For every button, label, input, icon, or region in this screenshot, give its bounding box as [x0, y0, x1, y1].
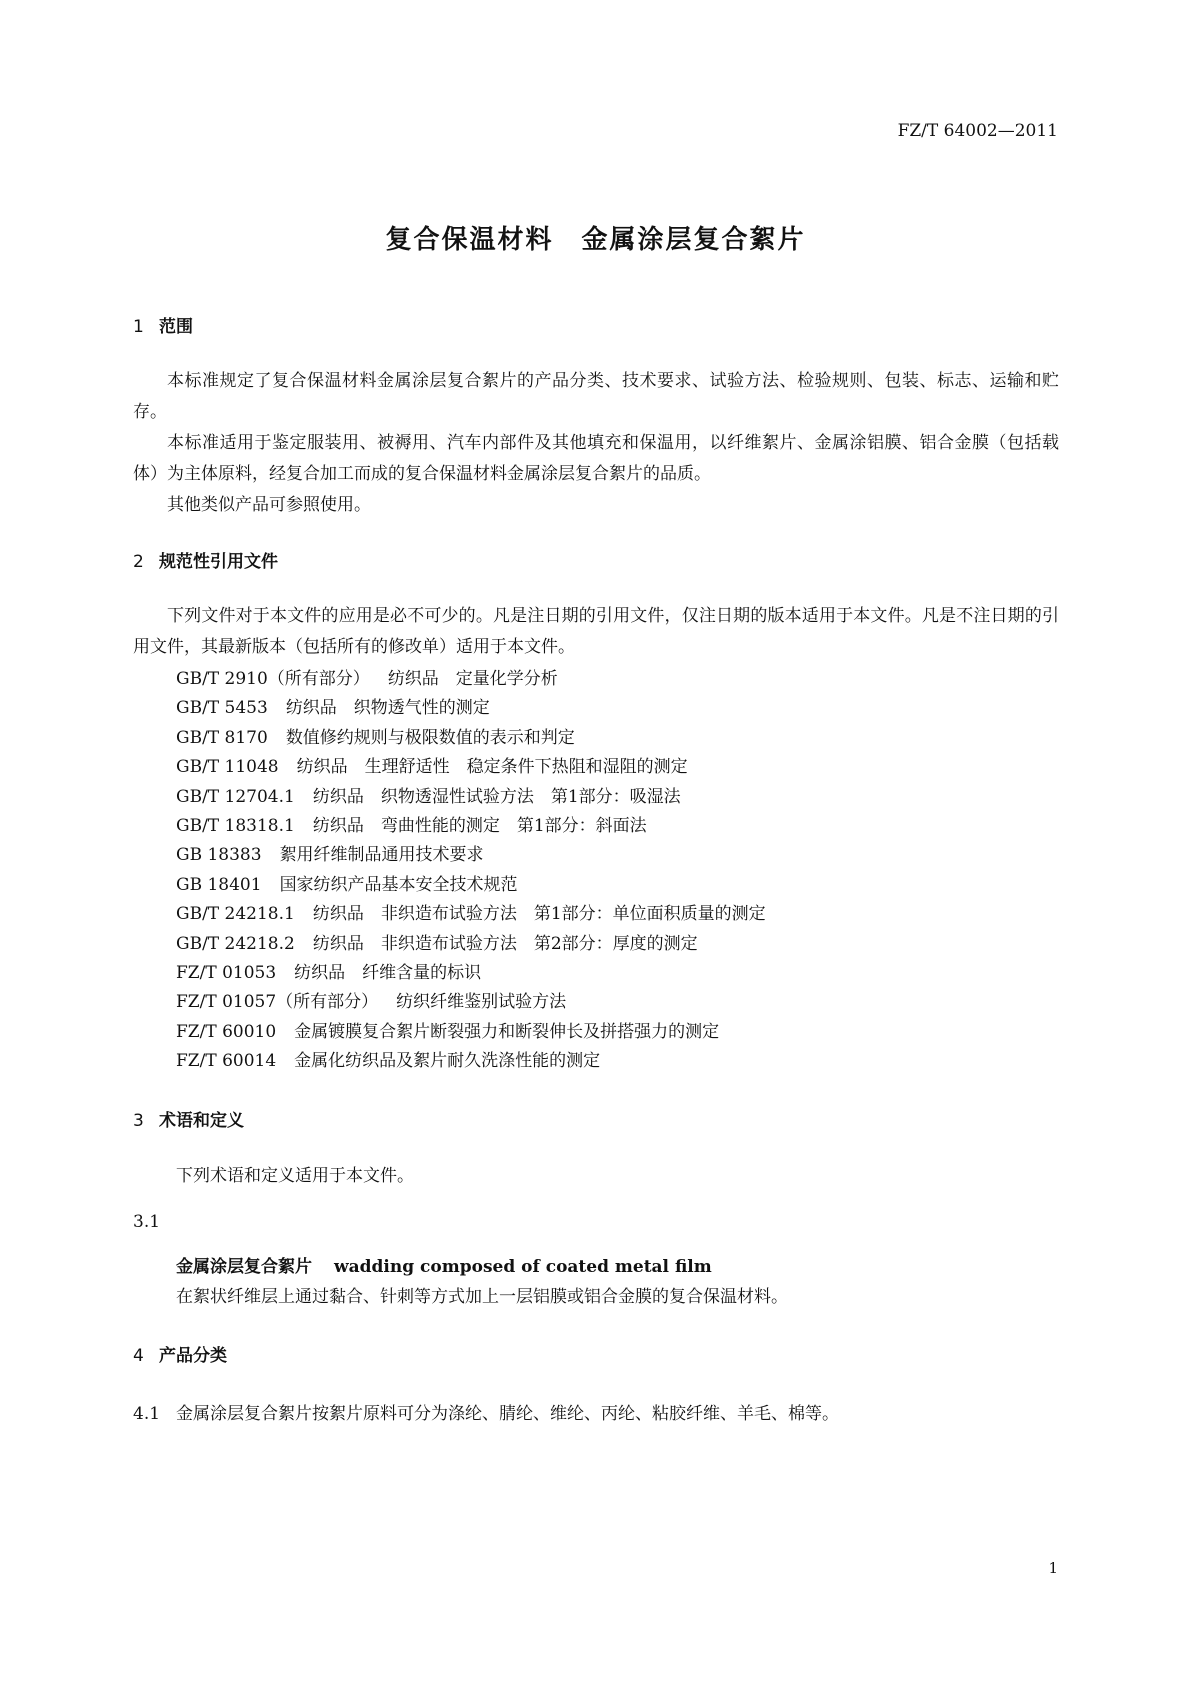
paragraph: 本标准适用于鉴定服装用、被褥用、汽车内部件及其他填充和保温用，以纤维絮片、金属涂铝膜、铝合金膜（包括载体）为主体原料，经复合加工而成的复合保温材料金属涂层复合絮片的品质。 [133, 433, 1059, 484]
reference-code: GB/T 24218.2 [176, 933, 295, 954]
reference-code: GB/T 2910（所有部分） [176, 669, 370, 689]
reference-item [176, 840, 484, 865]
reference-code: FZ/T 01053 [176, 963, 277, 983]
reference-code: GB 18383 [176, 845, 262, 866]
term-zh: 金属涂层复合絮片 [176, 1257, 312, 1277]
reference-code: GB/T 11048 [176, 757, 279, 778]
reference-title: 纺织纤维鉴别试验方法 [396, 992, 567, 1013]
reference-item [176, 1046, 600, 1071]
reference-title: 纺织品 织物透湿性试验方法 第1部分：吸湿法 [312, 786, 681, 807]
reference-item [176, 899, 766, 924]
reference-title: 国家纺织产品基本安全技术规范 [279, 874, 518, 895]
reference-item [176, 870, 518, 895]
page-number: 1 [1048, 1559, 1058, 1577]
paragraph: 其他类似产品可参照使用。 [167, 495, 371, 515]
reference-code: FZ/T 60014 [176, 1051, 277, 1072]
section-4-heading: 4 产品分类 [133, 1346, 227, 1366]
reference-code: GB/T 24218.1 [176, 904, 295, 925]
reference-item [176, 811, 647, 836]
reference-code: GB 18401 [176, 874, 262, 895]
clause-4-1: 4.1 金属涂层复合絮片按絮片原料可分为涤纶、腈纶、维纶、丙纶、粘胶纤维、羊毛、棉等。 [133, 1404, 840, 1424]
paragraph: 下列文件对于本文件的应用是必不可少的。凡是注日期的引用文件，仅注日期的版本适用于本文件。凡是不注日期的引用文件，其最新版本（包括所有的修改单）适用于本文件。 [133, 606, 1059, 657]
reference-title: 金属化纺织品及絮片耐久洗涤性能的测定 [294, 1051, 601, 1072]
reference-code: FZ/T 60010 [176, 1021, 277, 1042]
reference-title: 纺织品 织物透气性的测定 [285, 698, 490, 719]
term-entry [176, 1252, 712, 1277]
reference-title: 数值修约规则与极限数值的表示和判定 [285, 727, 575, 748]
reference-item [176, 752, 688, 777]
reference-item [176, 958, 481, 983]
reference-item [176, 929, 698, 954]
page-title: 复合保温材料 金属涂层复合絮片 [385, 225, 806, 255]
standard-code: FZ/T 64002—2011 [897, 121, 1058, 141]
reference-title: 纺织品 非织造布试验方法 第1部分：单位面积质量的测定 [312, 904, 766, 925]
reference-code: GB/T 5453 [176, 698, 268, 719]
reference-title: 纺织品 纤维含量的标识 [294, 963, 482, 983]
reference-code: GB/T 18318.1 [176, 816, 295, 836]
paragraph: 下列术语和定义适用于本文件。 [176, 1166, 414, 1186]
term-definition: 在絮状纤维层上通过黏合、针刺等方式加上一层铝膜或铝合金膜的复合保温材料。 [176, 1287, 788, 1307]
reference-title: 纺织品 非织造布试验方法 第2部分：厚度的测定 [312, 933, 698, 954]
section-3-heading: 3 术语和定义 [133, 1111, 244, 1131]
reference-code: GB/T 12704.1 [176, 786, 295, 807]
reference-title: 絮用纤维制品通用技术要求 [279, 845, 484, 866]
paragraph: 本标准规定了复合保温材料金属涂层复合絮片的产品分类、技术要求、试验方法、检验规则、包装、标志、运输和贮存。 [133, 371, 1059, 422]
section-1-heading: 1 范围 [133, 317, 193, 337]
reference-item [176, 782, 681, 807]
reference-code: GB/T 8170 [176, 727, 268, 748]
reference-item [176, 723, 575, 748]
reference-code: FZ/T 01057（所有部分） [176, 992, 379, 1013]
reference-title: 金属镀膜复合絮片断裂强力和断裂伸长及拼搭强力的测定 [294, 1021, 720, 1042]
reference-item [176, 987, 566, 1012]
section-2-heading: 2 规范性引用文件 [133, 552, 278, 572]
subclause-number: 3.1 [133, 1212, 161, 1232]
term-en: wadding composed of coated metal film [334, 1257, 712, 1277]
reference-title: 纺织品 定量化学分析 [387, 669, 558, 689]
reference-title: 纺织品 弯曲性能的测定 第1部分：斜面法 [312, 816, 647, 836]
reference-item [176, 1017, 719, 1042]
reference-item [176, 693, 490, 718]
reference-title: 纺织品 生理舒适性 稳定条件下热阻和湿阻的测定 [296, 757, 688, 778]
reference-item [176, 664, 558, 689]
